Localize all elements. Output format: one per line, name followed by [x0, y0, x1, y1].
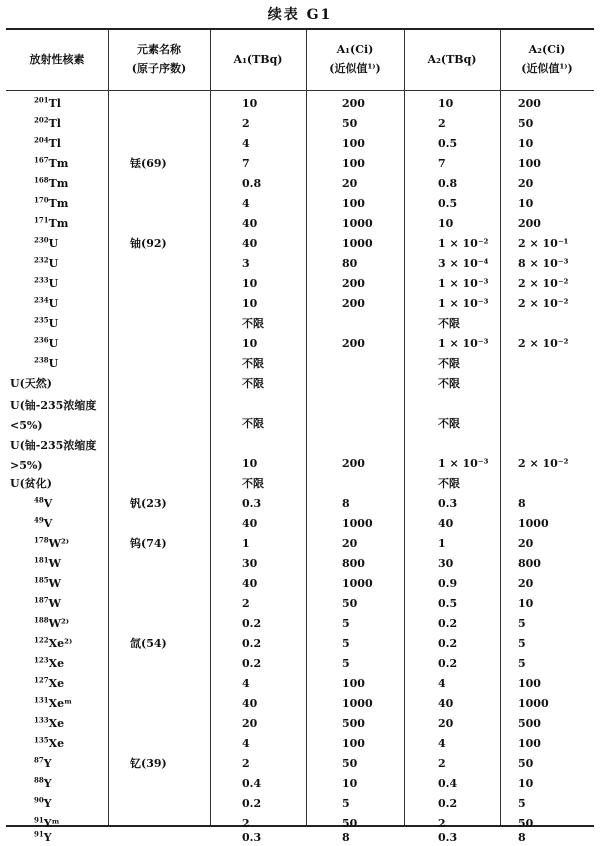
a1-ci-cell: 100	[342, 677, 365, 690]
a2-tbq-cell: 3 × 10⁻⁴	[438, 257, 489, 270]
a1-ci-cell: 200	[342, 337, 365, 350]
nuclide-cell	[34, 616, 69, 632]
a1-tbq-cell: 0.2	[242, 797, 262, 810]
nuclide-cell	[34, 116, 61, 132]
a1-tbq-cell: 0.2	[242, 637, 262, 650]
nuclide-symbol: U(天然)	[10, 377, 53, 390]
a2-tbq-cell: 1 × 10⁻³	[438, 337, 489, 350]
nuclide-symbol: U(贫化)	[10, 477, 53, 490]
a2-ci-cell: 500	[518, 717, 541, 730]
a2-tbq-cell: 0.4	[438, 777, 458, 790]
nuclide-symbol: Tm	[48, 217, 69, 230]
mass-number: 188	[34, 615, 49, 625]
a2-tbq-cell: 2	[438, 757, 446, 770]
a2-tbq-cell: 不限	[438, 317, 460, 330]
nuclide-symbol: Xe	[48, 717, 65, 730]
a1-tbq-cell: 2	[242, 757, 250, 770]
nuclide-cell	[34, 536, 69, 552]
nuclide-cell	[34, 656, 64, 672]
nuclide-cell	[34, 336, 58, 352]
header-element-label: 元素名称	[137, 43, 181, 57]
mass-number: 187	[34, 595, 49, 605]
a2-ci-cell: 1000	[518, 517, 549, 530]
header-nuclide-label: 放射性核素	[29, 52, 85, 66]
mass-number: 181	[34, 555, 49, 565]
a1-tbq-cell: 20	[242, 717, 258, 730]
a2-tbq-cell: 0.5	[438, 597, 458, 610]
a2-tbq-cell: 1 × 10⁻³	[438, 457, 489, 470]
nuclide-symbol: U	[48, 337, 59, 350]
nuclide-symbol: U	[48, 297, 59, 310]
a1-tbq-cell: 不限	[242, 317, 264, 330]
a1-ci-cell: 80	[342, 257, 358, 270]
a2-ci-cell: 50	[518, 117, 534, 130]
nuclide-cell	[34, 596, 61, 612]
a1-ci-cell: 100	[342, 157, 365, 170]
nuclide-cell	[34, 216, 68, 232]
nuclide-cell	[34, 256, 58, 272]
nuclide-symbol: Tm	[48, 197, 69, 210]
mass-number: 131	[34, 695, 49, 705]
nuclide-cell	[34, 496, 52, 512]
column-divider	[108, 30, 109, 825]
a2-tbq-cell: 40	[438, 517, 454, 530]
a2-tbq-cell: 0.2	[438, 797, 458, 810]
mass-number: 90	[34, 795, 44, 805]
nuclide-symbol: Tm	[48, 177, 69, 190]
a2-ci-cell: 10	[518, 777, 534, 790]
nuclide-cell	[34, 756, 52, 772]
a1-tbq-cell: 0.3	[242, 497, 262, 510]
a1-tbq-cell: 10	[242, 297, 258, 310]
a2-ci-cell: 5	[518, 617, 526, 630]
header-a2-ci	[500, 30, 594, 90]
table-caption: 续表 G1	[267, 7, 333, 23]
a2-tbq-cell: 2	[438, 117, 446, 130]
nuclide-symbol: Y	[43, 831, 52, 844]
a1-tbq-cell: 4	[242, 197, 250, 210]
nuclide-symbol: U	[48, 357, 59, 370]
nuclide-cell	[34, 830, 52, 846]
mass-number: 201	[34, 95, 49, 105]
nuclide-symbol: Tl	[48, 97, 61, 110]
a1-ci-cell: 200	[342, 457, 365, 470]
a1-tbq-cell: 4	[242, 677, 250, 690]
header-divider	[6, 90, 594, 91]
data-table	[6, 28, 594, 844]
nuclide-symbol: V	[43, 497, 53, 510]
a2-tbq-cell: 0.5	[438, 137, 458, 150]
nuclide-symbol: Y	[43, 797, 52, 810]
mass-number: 87	[34, 755, 44, 765]
nuclide-symbol: W	[48, 597, 61, 610]
a2-tbq-cell: 不限	[438, 357, 460, 370]
nuclide-symbol: U	[48, 237, 59, 250]
nuclide-cell	[10, 476, 52, 492]
element-cell: 氙(54)	[130, 637, 167, 650]
a1-ci-cell: 10	[342, 777, 358, 790]
nuclide-symbol: Tl	[48, 137, 61, 150]
nuclide-symbol: U	[48, 317, 59, 330]
header-a2-tbq-label: A₂(TBq)	[427, 52, 477, 66]
a1-ci-cell: 5	[342, 637, 350, 650]
a2-ci-cell: 50	[518, 817, 534, 830]
nuclide-cell	[34, 576, 61, 592]
a2-tbq-cell: 0.8	[438, 177, 458, 190]
nuclide-cell	[10, 436, 105, 476]
a2-tbq-cell: 30	[438, 557, 454, 570]
mass-number: 234	[34, 295, 49, 305]
element-cell: 铀(92)	[130, 237, 167, 250]
a1-tbq-cell: 10	[242, 457, 258, 470]
nuclide-cell	[34, 176, 68, 192]
nuclide-cell	[34, 716, 64, 732]
a1-ci-cell: 100	[342, 197, 365, 210]
nuclide-symbol: U(铀-235浓缩度<5%)	[10, 399, 97, 432]
nuclide-symbol: W²⁾	[48, 537, 70, 550]
mass-number: 185	[34, 575, 49, 585]
a2-ci-cell: 5	[518, 637, 526, 650]
mass-number: 133	[34, 715, 49, 725]
mass-number: 135	[34, 735, 49, 745]
a2-ci-cell: 5	[518, 657, 526, 670]
a2-tbq-cell: 0.5	[438, 197, 458, 210]
nuclide-symbol: W	[48, 557, 61, 570]
a1-tbq-cell: 2	[242, 817, 250, 830]
nuclide-cell	[10, 396, 105, 436]
nuclide-symbol: Yᵐ	[43, 817, 60, 830]
a1-ci-cell: 5	[342, 797, 350, 810]
header-element	[108, 30, 210, 90]
nuclide-cell	[34, 636, 72, 652]
mass-number: 91	[34, 815, 44, 825]
a2-tbq-cell: 0.3	[438, 831, 458, 844]
a2-tbq-cell: 20	[438, 717, 454, 730]
a2-tbq-cell: 10	[438, 97, 454, 110]
nuclide-cell	[34, 96, 61, 112]
a1-ci-cell: 50	[342, 817, 358, 830]
a2-ci-cell: 2 × 10⁻²	[518, 277, 569, 290]
nuclide-cell	[34, 556, 61, 572]
column-divider	[500, 30, 501, 825]
nuclide-cell	[34, 316, 58, 332]
a1-ci-cell: 200	[342, 277, 365, 290]
a2-ci-cell: 10	[518, 597, 534, 610]
nuclide-symbol: Xe	[48, 657, 65, 670]
header-a1-ci-sublabel: (近似值¹⁾)	[329, 62, 381, 75]
mass-number: 88	[34, 775, 44, 785]
header-a2-ci-label: A₂(Ci)	[528, 43, 566, 57]
a1-ci-cell: 1000	[342, 517, 373, 530]
a1-ci-cell: 50	[342, 757, 358, 770]
mass-number: 91	[34, 829, 44, 839]
element-cell: 铥(69)	[130, 157, 167, 170]
mass-number: 171	[34, 215, 49, 225]
a2-tbq-cell: 1	[438, 537, 446, 550]
a2-ci-cell: 200	[518, 217, 541, 230]
a1-tbq-cell: 4	[242, 737, 250, 750]
a2-tbq-cell: 7	[438, 157, 446, 170]
a1-ci-cell: 8	[342, 497, 350, 510]
a2-ci-cell: 8	[518, 831, 526, 844]
mass-number: 232	[34, 255, 49, 265]
a2-ci-cell: 2 × 10⁻²	[518, 337, 569, 350]
nuclide-symbol: U	[48, 277, 59, 290]
a1-tbq-cell: 40	[242, 697, 258, 710]
a1-tbq-cell: 3	[242, 257, 250, 270]
mass-number: 233	[34, 275, 49, 285]
nuclide-symbol: Y	[43, 757, 52, 770]
header-element-sublabel: (原子序数)	[131, 62, 187, 75]
a1-ci-cell: 1000	[342, 217, 373, 230]
a2-tbq-cell: 4	[438, 737, 446, 750]
column-divider	[306, 30, 307, 825]
a1-ci-cell: 8	[342, 831, 350, 844]
nuclide-cell	[34, 296, 58, 312]
mass-number: 178	[34, 535, 49, 545]
a2-ci-cell: 5	[518, 797, 526, 810]
column-divider	[210, 30, 211, 825]
nuclide-cell	[34, 196, 68, 212]
nuclide-symbol: U(铀-235浓缩度>5%)	[10, 439, 97, 472]
a2-tbq-cell: 0.2	[438, 617, 458, 630]
nuclide-symbol: Tm	[48, 157, 69, 170]
mass-number: 170	[34, 195, 49, 205]
a1-tbq-cell: 0.2	[242, 617, 262, 630]
nuclide-symbol: U	[48, 257, 59, 270]
mass-number: 48	[34, 495, 44, 505]
a2-tbq-cell: 2	[438, 817, 446, 830]
header-a2-tbq	[404, 30, 500, 90]
mass-number: 204	[34, 135, 49, 145]
a2-ci-cell: 100	[518, 737, 541, 750]
a2-ci-cell: 20	[518, 577, 534, 590]
a1-tbq-cell: 10	[242, 277, 258, 290]
a1-ci-cell: 20	[342, 537, 358, 550]
a1-tbq-cell: 1	[242, 537, 250, 550]
nuclide-symbol: Xe	[48, 737, 65, 750]
nuclide-cell	[34, 236, 58, 252]
a2-tbq-cell: 不限	[438, 477, 460, 490]
a2-tbq-cell: 1 × 10⁻³	[438, 277, 489, 290]
a1-tbq-cell: 4	[242, 137, 250, 150]
a1-tbq-cell: 0.4	[242, 777, 262, 790]
header-a1-ci	[306, 30, 404, 90]
nuclide-symbol: Xe	[48, 677, 65, 690]
a2-tbq-cell: 0.9	[438, 577, 458, 590]
mass-number: 235	[34, 315, 49, 325]
header-a2-ci-sublabel: (近似值¹⁾)	[521, 62, 573, 75]
a1-ci-cell: 1000	[342, 577, 373, 590]
a1-tbq-cell: 不限	[242, 477, 264, 490]
nuclide-symbol: Xeᵐ	[48, 697, 73, 710]
a1-ci-cell: 500	[342, 717, 365, 730]
a1-tbq-cell: 不限	[242, 377, 264, 390]
a2-tbq-cell: 0.3	[438, 497, 458, 510]
a1-ci-cell: 1000	[342, 697, 373, 710]
a2-tbq-cell: 10	[438, 217, 454, 230]
a2-ci-cell: 200	[518, 97, 541, 110]
a1-ci-cell: 200	[342, 97, 365, 110]
a2-ci-cell: 8 × 10⁻³	[518, 257, 569, 270]
nuclide-symbol: W	[48, 577, 61, 590]
nuclide-cell	[10, 376, 52, 392]
mass-number: 230	[34, 235, 49, 245]
a1-ci-cell: 100	[342, 737, 365, 750]
a2-tbq-cell: 0.2	[438, 637, 458, 650]
a2-tbq-cell: 不限	[438, 417, 460, 430]
a2-ci-cell: 8	[518, 497, 526, 510]
a1-tbq-cell: 2	[242, 117, 250, 130]
a1-ci-cell: 5	[342, 617, 350, 630]
column-divider	[404, 30, 405, 825]
a1-ci-cell: 800	[342, 557, 365, 570]
header-a1-tbq	[210, 30, 306, 90]
a1-tbq-cell: 2	[242, 597, 250, 610]
a1-tbq-cell: 10	[242, 337, 258, 350]
nuclide-symbol: V	[43, 517, 53, 530]
a1-tbq-cell: 7	[242, 157, 250, 170]
a1-tbq-cell: 0.3	[242, 831, 262, 844]
a1-ci-cell: 200	[342, 297, 365, 310]
nuclide-cell	[34, 676, 64, 692]
nuclide-cell	[34, 156, 68, 172]
a1-ci-cell: 20	[342, 177, 358, 190]
mass-number: 202	[34, 115, 49, 125]
nuclide-cell	[34, 736, 64, 752]
nuclide-symbol: W²⁾	[48, 617, 70, 630]
a1-ci-cell: 50	[342, 117, 358, 130]
a2-ci-cell: 2 × 10⁻²	[518, 457, 569, 470]
a1-ci-cell: 50	[342, 597, 358, 610]
nuclide-cell	[34, 796, 52, 812]
a2-ci-cell: 10	[518, 197, 534, 210]
element-cell: 钇(39)	[130, 757, 167, 770]
a2-tbq-cell: 4	[438, 677, 446, 690]
a1-tbq-cell: 0.2	[242, 657, 262, 670]
element-cell: 钨(74)	[130, 537, 167, 550]
a2-ci-cell: 20	[518, 177, 534, 190]
a1-tbq-cell: 0.8	[242, 177, 262, 190]
a2-ci-cell: 800	[518, 557, 541, 570]
a2-tbq-cell: 0.2	[438, 657, 458, 670]
nuclide-cell	[34, 276, 58, 292]
mass-number: 238	[34, 355, 49, 365]
mass-number: 49	[34, 515, 44, 525]
header-a1-tbq-label: A₁(TBq)	[233, 52, 283, 66]
a2-ci-cell: 100	[518, 157, 541, 170]
a1-ci-cell: 100	[342, 137, 365, 150]
nuclide-cell	[34, 516, 52, 532]
header-a1-ci-label: A₁(Ci)	[336, 43, 374, 57]
nuclide-cell	[34, 356, 58, 372]
a2-tbq-cell: 不限	[438, 377, 460, 390]
nuclide-symbol: Xe²⁾	[48, 637, 73, 650]
a1-ci-cell: 1000	[342, 237, 373, 250]
a1-tbq-cell: 40	[242, 237, 258, 250]
a1-tbq-cell: 40	[242, 517, 258, 530]
a2-ci-cell: 1000	[518, 697, 549, 710]
mass-number: 167	[34, 155, 49, 165]
a2-ci-cell: 20	[518, 537, 534, 550]
mass-number: 168	[34, 175, 49, 185]
a1-ci-cell: 5	[342, 657, 350, 670]
nuclide-cell	[34, 696, 72, 712]
a1-tbq-cell: 40	[242, 577, 258, 590]
a2-ci-cell: 2 × 10⁻¹	[518, 237, 569, 250]
a2-tbq-cell: 40	[438, 697, 454, 710]
mass-number: 236	[34, 335, 49, 345]
element-cell: 钒(23)	[130, 497, 167, 510]
a2-ci-cell: 2 × 10⁻²	[518, 297, 569, 310]
nuclide-symbol: Tl	[48, 117, 61, 130]
nuclide-cell	[34, 776, 52, 792]
mass-number: 123	[34, 655, 49, 665]
a2-tbq-cell: 1 × 10⁻²	[438, 237, 489, 250]
a2-ci-cell: 10	[518, 137, 534, 150]
nuclide-symbol: Y	[43, 777, 52, 790]
mass-number: 127	[34, 675, 49, 685]
a1-tbq-cell: 30	[242, 557, 258, 570]
mass-number: 122	[34, 635, 49, 645]
a2-ci-cell: 100	[518, 677, 541, 690]
a1-tbq-cell: 不限	[242, 417, 264, 430]
a2-tbq-cell: 1 × 10⁻³	[438, 297, 489, 310]
header-nuclide	[6, 30, 108, 90]
a1-tbq-cell: 不限	[242, 357, 264, 370]
a1-tbq-cell: 40	[242, 217, 258, 230]
nuclide-cell	[34, 136, 61, 152]
a2-ci-cell: 50	[518, 757, 534, 770]
a1-tbq-cell: 10	[242, 97, 258, 110]
